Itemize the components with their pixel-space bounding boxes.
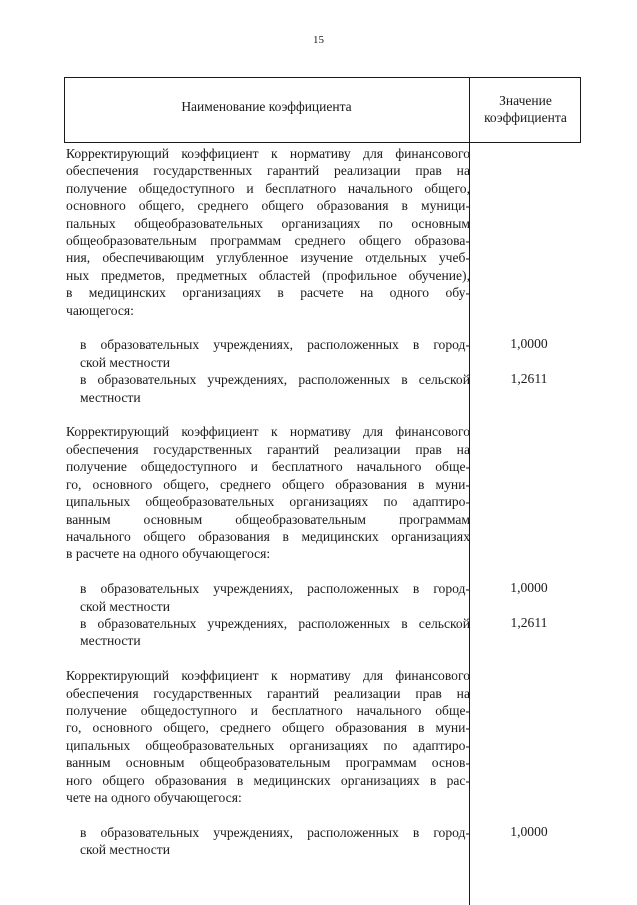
description-line: получение общедоступного и бесплатного начального обще-	[66, 459, 470, 475]
description-line: в расчете на одного обучающегося:	[66, 546, 271, 562]
header-bottom-border	[64, 142, 581, 143]
description-line: основного общего, среднего общего образования в муници-	[66, 198, 470, 214]
item-label-line: местности	[80, 633, 141, 649]
header-value-line-2: коэффициента	[484, 110, 567, 125]
coefficient-value: 1,0000	[510, 580, 548, 595]
item-label-line: в образовательных учреждениях, расположенных в город-	[80, 337, 470, 353]
coefficient-item	[66, 371, 470, 406]
header-name-column: Наименование коэффициента	[181, 99, 352, 114]
description-line: го, основного общего, среднего общего образования в муни-	[66, 720, 470, 736]
coefficient-item	[66, 615, 470, 650]
description-line: Корректирующий коэффициент к нормативу для финансового	[66, 424, 470, 440]
description-line: ципальных общеобразовательных организациях по адаптиро-	[66, 494, 470, 510]
description-line: ципальных общеобразовательных организациях по адаптиро-	[66, 737, 470, 753]
item-label-line: в образовательных учреждениях, расположенных в город-	[80, 824, 470, 840]
coefficient-item	[66, 824, 470, 859]
coefficient-description	[66, 667, 470, 806]
description-line: начального общего образования в медицинских организациях	[66, 528, 470, 544]
description-line: обеспечения государственных гарантий реализации прав на	[66, 685, 470, 701]
item-label-line: в образовательных учреждениях, расположенных в город-	[80, 581, 470, 597]
description-line: чающегося:	[66, 302, 134, 318]
description-line: ных предметов, предметных областей (профильное обучение),	[66, 267, 470, 283]
description-line: получение общедоступного и бесплатного начального общего,	[66, 180, 470, 196]
table-top-border	[64, 77, 581, 78]
description-line: Корректирующий коэффициент к нормативу для финансового	[66, 668, 470, 684]
item-label-line: ской местности	[80, 598, 171, 614]
coefficient-value: 1,2611	[510, 371, 548, 386]
header-value-column	[470, 92, 581, 126]
item-label-line: ской местности	[80, 842, 171, 858]
description-line: обеспечения государственных гарантий реализации прав на	[66, 441, 470, 457]
description-line: ванным основным общеобразовательным программам	[66, 511, 470, 527]
description-line: го, основного общего, среднего общего образования в муни-	[66, 476, 470, 492]
description-line: пальных общеобразовательных организациях по основным	[66, 215, 470, 231]
coefficient-item	[66, 580, 470, 615]
item-label-line: в образовательных учреждениях, расположенных в сельской	[80, 615, 470, 631]
page-number: 15	[313, 34, 324, 46]
coefficient-value: 1,0000	[510, 824, 548, 839]
header-value-line-1: Значение	[499, 93, 552, 108]
description-line: ния, обеспечивающим углубленное изучение отдельных учеб-	[66, 250, 470, 266]
description-line: получение общедоступного и бесплатного начального обще-	[66, 702, 470, 718]
coefficient-description	[66, 145, 470, 319]
description-line: чете на одного обучающегося:	[66, 789, 242, 805]
description-line: ного общего образования в медицинских организациях в рас-	[66, 772, 470, 788]
description-line: общеобразовательным программам среднего общего образова-	[66, 233, 470, 249]
item-label-line: ской местности	[80, 354, 171, 370]
description-line: Корректирующий коэффициент к нормативу для финансового	[66, 146, 470, 161]
coefficient-value: 1,2611	[510, 615, 548, 630]
coefficient-description	[66, 423, 470, 562]
item-label-line: местности	[80, 389, 141, 405]
description-line: ванным основным общеобразовательным программам основ-	[66, 755, 470, 771]
coefficient-descriptions	[66, 145, 470, 876]
coefficient-item	[66, 336, 470, 371]
description-line: в медицинских организациях в расчете на одного обу-	[66, 285, 470, 301]
description-line: обеспечения государственных гарантий реализации прав на	[66, 163, 470, 179]
coefficient-value: 1,0000	[510, 336, 548, 351]
item-label-line: в образовательных учреждениях, расположенных в сельской	[80, 372, 470, 388]
